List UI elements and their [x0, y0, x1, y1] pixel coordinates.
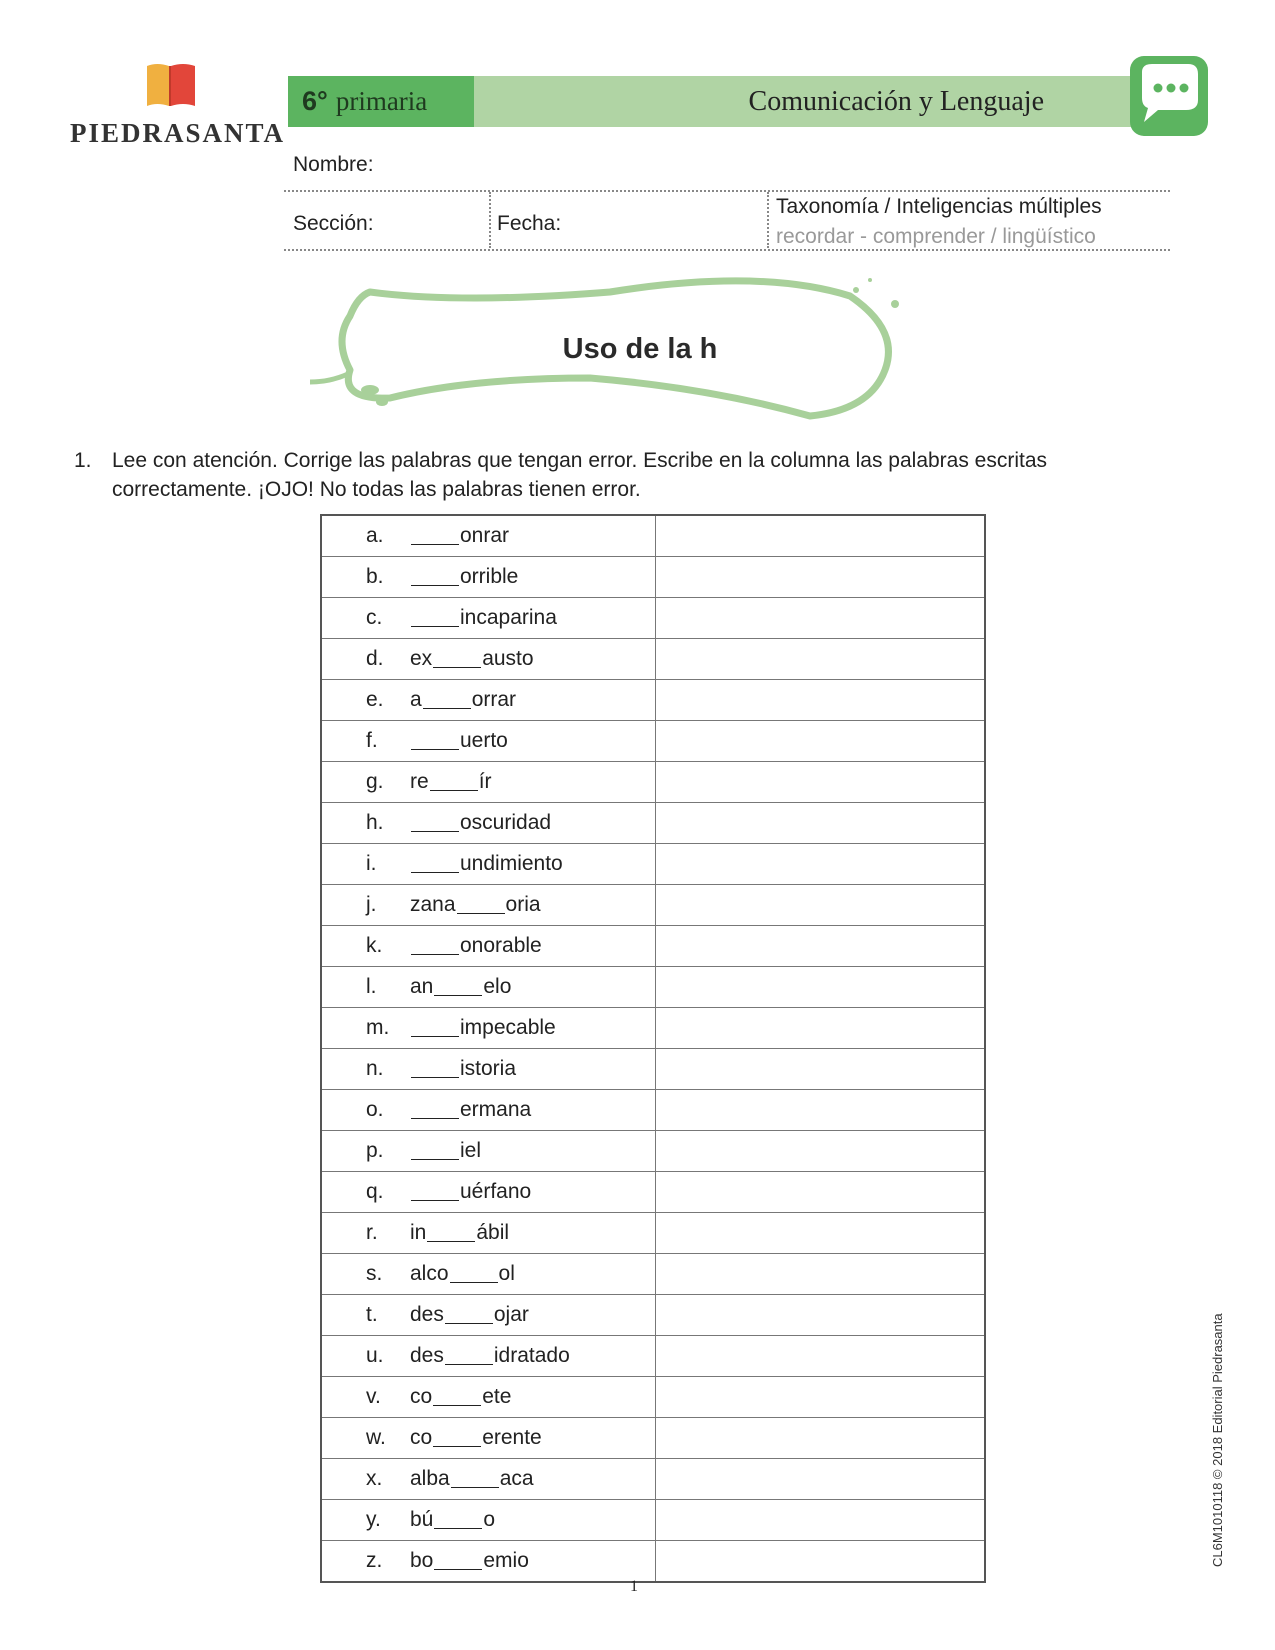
item-letter: q.: [366, 1180, 384, 1203]
item-letter: t.: [366, 1303, 378, 1326]
word-prefix: zana: [410, 893, 456, 916]
fill-blank[interactable]: [450, 1266, 498, 1283]
table-row: [321, 680, 985, 721]
fill-blank[interactable]: [411, 856, 459, 873]
answer-cell[interactable]: [656, 1172, 986, 1213]
fill-blank[interactable]: [451, 1471, 499, 1488]
item-letter: b.: [366, 565, 384, 588]
item-letter: x.: [366, 1467, 383, 1490]
answer-cell[interactable]: [656, 1336, 986, 1377]
word-suffix: emio: [483, 1549, 529, 1572]
word-prefix: in: [410, 1221, 427, 1244]
fill-blank[interactable]: [411, 938, 459, 955]
table-row: [321, 1008, 985, 1049]
word-suffix: ete: [482, 1385, 512, 1408]
fill-blank[interactable]: [434, 1512, 482, 1529]
seccion-label: Sección:: [293, 212, 374, 235]
word-cell: [321, 1049, 656, 1090]
word-cell: [321, 885, 656, 926]
fill-blank[interactable]: [433, 1389, 481, 1406]
answer-cell[interactable]: [656, 721, 986, 762]
word-cell: [321, 1336, 656, 1377]
fill-blank[interactable]: [411, 1061, 459, 1078]
table-row: [321, 557, 985, 598]
table-row: [321, 762, 985, 803]
fill-blank[interactable]: [411, 1184, 459, 1201]
fill-blank[interactable]: [433, 1430, 481, 1447]
word-suffix: impecable: [460, 1016, 556, 1039]
item-letter: w.: [366, 1426, 386, 1449]
grade-number: 6°: [302, 86, 328, 116]
word-cell: [321, 1090, 656, 1131]
word-cell: [321, 1377, 656, 1418]
word-suffix: onorable: [460, 934, 542, 957]
taxonomy-subtitle: recordar - comprender / lingüístico: [776, 225, 1096, 248]
item-letter: e.: [366, 688, 384, 711]
word-prefix: bú: [410, 1508, 434, 1531]
fill-blank[interactable]: [411, 1020, 459, 1037]
table-row: [321, 1459, 985, 1500]
question-number: 1.: [74, 449, 92, 472]
item-letter: z.: [366, 1549, 383, 1572]
word-cell: [321, 1500, 656, 1541]
word-prefix: co: [410, 1426, 433, 1449]
answer-cell[interactable]: [656, 1459, 986, 1500]
table-row: [321, 885, 985, 926]
word-prefix: ex: [410, 647, 433, 670]
question-1: [74, 446, 1084, 504]
item-letter: m.: [366, 1016, 390, 1039]
word-suffix: aca: [499, 1467, 534, 1490]
word-prefix: co: [410, 1385, 433, 1408]
answer-cell[interactable]: [656, 885, 986, 926]
word-suffix: o: [483, 1508, 496, 1531]
divider: [489, 192, 491, 248]
answer-cell[interactable]: [656, 803, 986, 844]
word-suffix: idratado: [493, 1344, 570, 1367]
table-row: [321, 639, 985, 680]
book-logo-icon: [145, 62, 197, 108]
answer-cell[interactable]: [656, 926, 986, 967]
fecha-label: Fecha:: [497, 212, 562, 235]
word-cell: [321, 557, 656, 598]
answer-cell[interactable]: [656, 1254, 986, 1295]
question-text: Lee con atención. Corrige las palabras que tengan error. Escribe en la columna las palabras escritas correctamente. ¡OJO! No todas las palabras tienen error.: [112, 449, 1048, 501]
word-suffix: oscuridad: [460, 811, 552, 834]
table-row: [321, 803, 985, 844]
word-cell: [321, 639, 656, 680]
word-suffix: ír: [478, 770, 492, 793]
word-suffix: uerto: [460, 729, 508, 752]
word-cell: [321, 1459, 656, 1500]
word-suffix: orrible: [460, 565, 519, 588]
word-suffix: onrar: [460, 524, 510, 547]
answer-cell[interactable]: [656, 639, 986, 680]
item-letter: c.: [366, 606, 383, 629]
table-row: [321, 1254, 985, 1295]
answer-cell[interactable]: [656, 1008, 986, 1049]
fill-blank[interactable]: [430, 774, 478, 791]
table-row: [321, 844, 985, 885]
fill-blank[interactable]: [423, 692, 471, 709]
item-letter: r.: [366, 1221, 378, 1244]
table-row: [321, 1377, 985, 1418]
table-row: [321, 1295, 985, 1336]
word-cell: [321, 721, 656, 762]
answer-cell[interactable]: [656, 1377, 986, 1418]
grade-box: [288, 76, 474, 127]
item-letter: h.: [366, 811, 384, 834]
item-letter: i.: [366, 852, 377, 875]
word-suffix: ol: [498, 1262, 515, 1285]
fill-blank[interactable]: [445, 1348, 493, 1365]
item-letter: u.: [366, 1344, 384, 1367]
table-row: [321, 1213, 985, 1254]
item-letter: f.: [366, 729, 378, 752]
fill-blank[interactable]: [427, 1225, 475, 1242]
word-prefix: an: [410, 975, 434, 998]
word-suffix: uérfano: [460, 1180, 532, 1203]
answer-cell[interactable]: [656, 1295, 986, 1336]
word-suffix: incaparina: [460, 606, 557, 629]
word-cell: [321, 1131, 656, 1172]
word-suffix: istoria: [460, 1057, 517, 1080]
item-letter: k.: [366, 934, 383, 957]
fill-blank[interactable]: [411, 528, 459, 545]
page-title: Uso de la h: [562, 333, 718, 365]
logo-text: PIEDRASANTA: [70, 118, 286, 148]
answer-cell[interactable]: [656, 762, 986, 803]
answer-cell[interactable]: [656, 1131, 986, 1172]
answer-cell[interactable]: [656, 1418, 986, 1459]
divider: [284, 190, 1170, 192]
item-letter: v.: [366, 1385, 381, 1408]
credit-line: CL6M1010118 © 2018 Editorial Piedrasanta: [1210, 1313, 1225, 1567]
word-cell: [321, 1295, 656, 1336]
table-row: [321, 721, 985, 762]
table-row: [321, 515, 985, 557]
word-cell: [321, 803, 656, 844]
word-suffix: ermana: [460, 1098, 532, 1121]
table-row: [321, 1336, 985, 1377]
fill-blank[interactable]: [433, 651, 481, 668]
word-cell: [321, 1213, 656, 1254]
table-row: [321, 1172, 985, 1213]
item-letter: j.: [366, 893, 377, 916]
word-cell: [321, 1541, 656, 1583]
subject-title: Comunicación y Lenguaje: [748, 85, 1044, 117]
word-suffix: ábil: [476, 1221, 510, 1244]
fill-blank[interactable]: [445, 1307, 493, 1324]
fill-blank[interactable]: [411, 1102, 459, 1119]
answer-cell[interactable]: [656, 844, 986, 885]
item-letter: s.: [366, 1262, 383, 1285]
header-bar: [288, 76, 1134, 127]
fill-blank[interactable]: [457, 897, 505, 914]
word-prefix: des: [410, 1303, 444, 1326]
word-suffix: undimiento: [460, 852, 563, 875]
table-row: [321, 1418, 985, 1459]
chat-bubble-icon: [1128, 54, 1212, 146]
fill-blank[interactable]: [411, 569, 459, 586]
fill-blank[interactable]: [434, 979, 482, 996]
fill-blank[interactable]: [411, 610, 459, 627]
item-letter: n.: [366, 1057, 384, 1080]
table-row: [321, 598, 985, 639]
word-suffix: oria: [505, 893, 541, 916]
word-cell: [321, 844, 656, 885]
item-letter: d.: [366, 647, 384, 670]
word-suffix: iel: [460, 1139, 482, 1162]
divider: [767, 192, 769, 248]
brand-logo: [70, 62, 286, 152]
divider: [284, 249, 1170, 251]
item-letter: g.: [366, 770, 384, 793]
word-suffix: ojar: [493, 1303, 529, 1326]
word-prefix: a: [410, 688, 422, 711]
answer-cell[interactable]: [656, 1049, 986, 1090]
item-letter: y.: [366, 1508, 381, 1531]
answer-cell[interactable]: [656, 1213, 986, 1254]
word-suffix: erente: [482, 1426, 542, 1449]
answer-cell[interactable]: [656, 1090, 986, 1131]
answer-cell[interactable]: [656, 680, 986, 721]
word-cell: [321, 1254, 656, 1295]
answer-cell[interactable]: [656, 515, 986, 557]
word-cell: [321, 1008, 656, 1049]
word-cell: [321, 967, 656, 1008]
word-cell: [321, 762, 656, 803]
table-row: [321, 1131, 985, 1172]
table-row: [321, 1500, 985, 1541]
answer-cell[interactable]: [656, 1541, 986, 1583]
nombre-label: Nombre:: [293, 153, 374, 176]
table-row: [321, 1049, 985, 1090]
table-row: [321, 967, 985, 1008]
table-row: [321, 1090, 985, 1131]
word-cell: [321, 680, 656, 721]
answer-cell[interactable]: [656, 598, 986, 639]
word-cell: [321, 1172, 656, 1213]
fill-blank[interactable]: [434, 1553, 482, 1570]
word-prefix: bo: [410, 1549, 434, 1572]
word-prefix: des: [410, 1344, 444, 1367]
word-cell: [321, 515, 656, 557]
table-row: [321, 1541, 985, 1583]
item-letter: o.: [366, 1098, 384, 1121]
taxonomy-title: Taxonomía / Inteligencias múltiples: [776, 195, 1102, 218]
fill-blank[interactable]: [411, 815, 459, 832]
word-prefix: alba: [410, 1467, 450, 1490]
word-table: [320, 514, 986, 1583]
word-suffix: orrar: [471, 688, 517, 711]
page-number: 1: [630, 1578, 638, 1595]
fill-blank[interactable]: [411, 733, 459, 750]
word-prefix: re: [410, 770, 429, 793]
answer-cell[interactable]: [656, 967, 986, 1008]
word-cell: [321, 598, 656, 639]
item-letter: l.: [366, 975, 377, 998]
grade-label: primaria: [335, 86, 428, 116]
answer-cell[interactable]: [656, 557, 986, 598]
fill-blank[interactable]: [411, 1143, 459, 1160]
word-cell: [321, 1418, 656, 1459]
word-prefix: alco: [410, 1262, 449, 1285]
item-letter: a.: [366, 524, 384, 547]
word-cell: [321, 926, 656, 967]
table-row: [321, 926, 985, 967]
word-suffix: elo: [483, 975, 512, 998]
item-letter: p.: [366, 1139, 384, 1162]
word-suffix: austo: [482, 647, 534, 670]
answer-cell[interactable]: [656, 1500, 986, 1541]
